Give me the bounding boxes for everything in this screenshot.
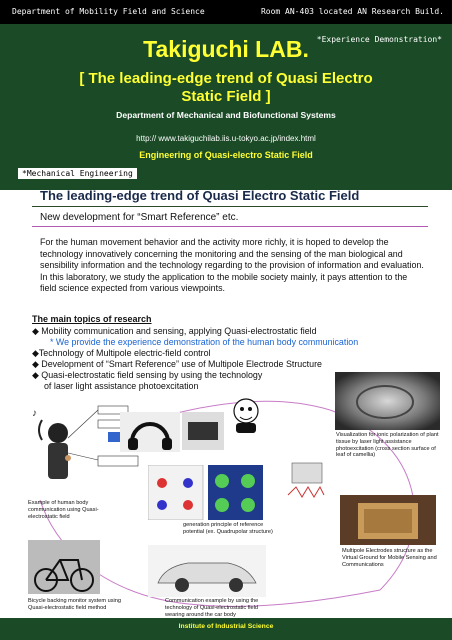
section-title: The leading-edge trend of Quasi Electro Static Field [40, 188, 360, 203]
ionic-polarization-image [335, 372, 440, 430]
quadrupole-diagram [148, 465, 263, 520]
department-systems: Department of Mechanical and Biofunctional Systems [116, 110, 336, 120]
mascot-illustration [228, 395, 264, 435]
engineering-label: Engineering of Quasi-electro Static Field [139, 150, 313, 160]
lab-title: Takiguchi LAB. [143, 36, 309, 62]
caption-car: Communication example by using the technology of Quasi-electrostatic field wearing around the car body [165, 598, 259, 618]
car-illustration [148, 545, 266, 597]
poster-footer [0, 618, 452, 640]
caption-ionic-polarization: Visualization for ionic polarization of plant tissue by laser light assistance photoexcitation (cross section surface of leaf of camellia) [336, 432, 439, 459]
top-bar [0, 0, 452, 24]
subtitle-divider [32, 226, 428, 227]
intro-paragraph: For the human movement behavior and the activity more richly, it is hoped to develop the technology innovatively concerning the monitoring and the sensing of the man biological and sensibility information and the technology regarding to the provision of information and evaluation. In this laboratory, we study the application to the mobile society mainly, it pays attention to the field science expected from various viewpoints. [40, 237, 424, 294]
topic-item: ◆ Quasi-electrostatic field sensing by using the technology [32, 370, 263, 380]
theme-title [40, 70, 412, 106]
poster-header [0, 0, 452, 190]
topics-title: The main topics of research [32, 314, 152, 324]
experience-label: *Experience Demonstration* [316, 35, 442, 44]
caption-bicycle: Bicycle backing monitor system using Quasi-electrostatic field method [28, 598, 121, 611]
caption-body-communication: Example of human body communication using Quasi-electrostatic field [28, 500, 99, 520]
bicycle-photo [28, 540, 100, 594]
headphone-photo [120, 412, 180, 452]
section-subtitle: New development for “Smart Reference” etc. [40, 212, 239, 223]
topic-item: ◆Technology of Multipole electric-field control [32, 348, 211, 358]
theme-title-line1: [ The leading-edge trend of Quasi Electro [79, 70, 373, 87]
theme-title-line2: Static Field ] [181, 88, 271, 105]
room-label: Room AN-403 located AN Research Build. [260, 7, 444, 16]
caption-multiple-electrodes: Multipole Electrodes structure as the Virtual Ground for Mobile Sensing and Communications [342, 548, 437, 568]
multiple-electrodes-photo [340, 495, 436, 545]
electrode-structure-diagram [284, 455, 330, 510]
topic-item: ◆ Development of “Smart Reference” use of Multipole Electrode Structure [32, 359, 322, 369]
topic-item-continued: of laser light assistance photoexcitation [44, 381, 199, 391]
section-divider [32, 206, 428, 207]
topic-note: * We provide the experience demonstration of the human body communication [50, 337, 359, 347]
device-photo [182, 412, 224, 450]
category-label: *Mechanical Engineering [18, 168, 137, 179]
lab-url: http:// www.takiguchilab.iis.u-tokyo.ac.jp/index.html [136, 134, 316, 143]
caption-quadrupole: generation principle of reference potential (ex. Quadrupolar structure) [183, 522, 273, 535]
topic-item: ◆ Mobility communication and sensing, applying Quasi-electrostatic field [32, 326, 317, 336]
institute-label: Institute of Industrial Science [178, 623, 274, 630]
department-label: Department of Mobility Field and Science [12, 7, 205, 16]
svg-text:♪: ♪ [32, 408, 37, 419]
